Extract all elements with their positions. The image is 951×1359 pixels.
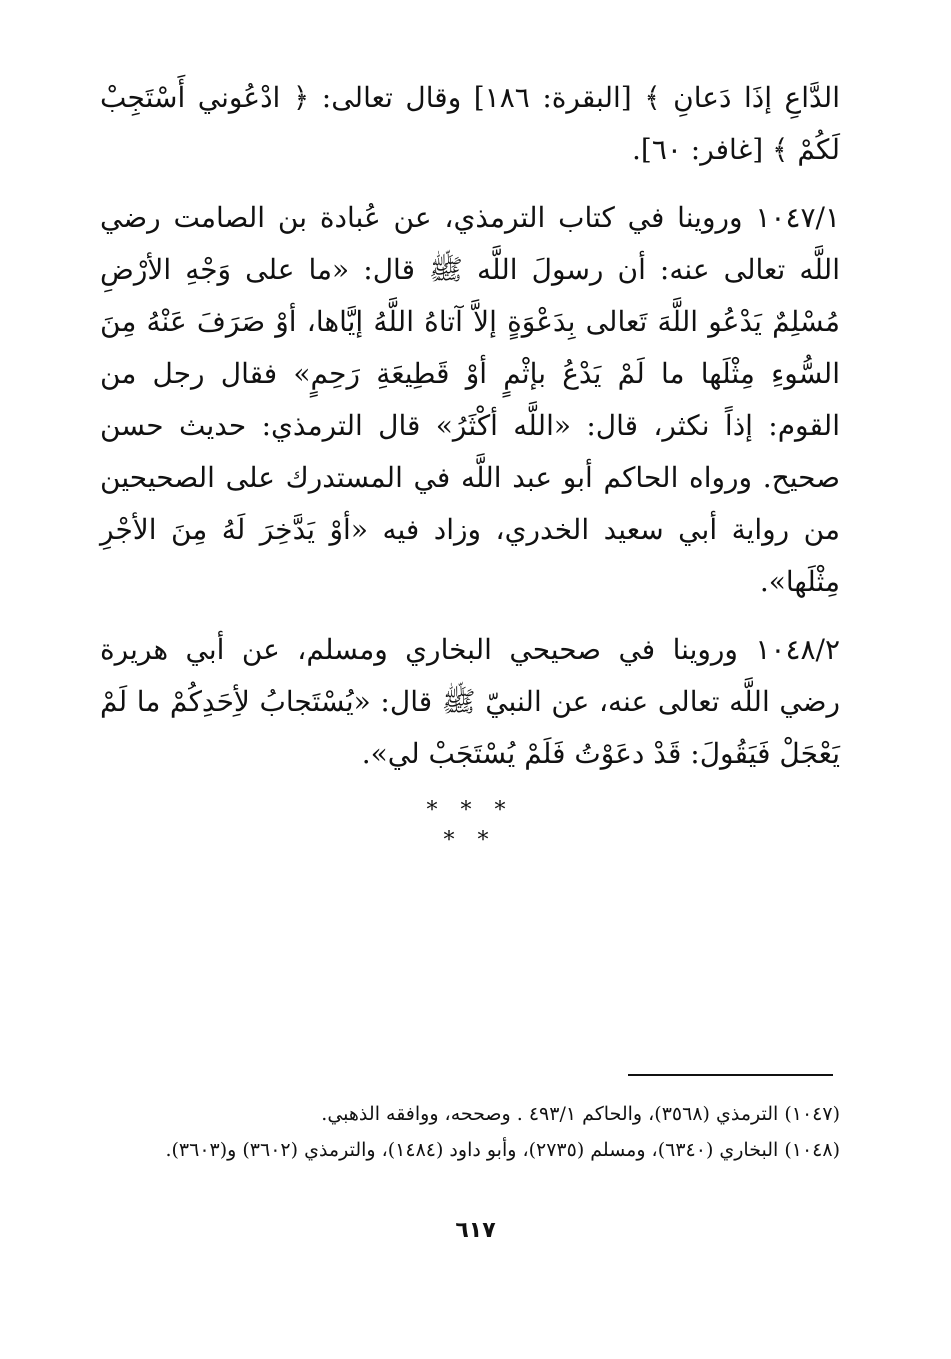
paragraph-quran-verse: الدَّاعِ إذَا دَعانِ ﴾ [البقرة: ١٨٦] وقال تعالى: ﴿ ادْعُوني أَسْتَجِبْ لَكُمْ ﴾ [غافر: ٦٠].: [100, 81, 840, 166]
footnote-divider: [628, 1074, 833, 1076]
paragraph-hadith-1048: ١٠٤٨/٢ وروينا في صحيحي البخاري ومسلم، عن أبي هريرة رضي اللَّه تعالى عنه، عن النبيّ ﷺ قال: «يُسْتَجابُ لأِحَدِكُمْ ما لَمْ يَعْجَلْ فَيَقُولَ: قَدْ دعَوْتُ فَلَمْ يُسْتَجَبْ لي».: [100, 633, 840, 770]
page-body: [100, 72, 840, 856]
footnote-1048: (١٠٤٨) البخاري (٦٣٤٠)، ومسلم (٢٧٣٥)، وأبو داود (١٤٨٤)، والترمذي (٣٦٠٢) و(٣٦٠٣).: [165, 1139, 840, 1161]
separator-stars-bottom: * *: [443, 828, 497, 853]
paragraph-hadith-1047: ١٠٤٧/١ وروينا في كتاب الترمذي، عن عُبادة بن الصامت رضي اللَّه تعالى عنه: أن رسولَ اللَّه ﷺ قال: «ما على وَجْهِ الأرْضِ مُسْلِمٌ يَدْعُو اللَّهَ تَعالى بِدَعْوَةٍ إلاَّ آتاهُ اللَّهُ إيَّاها، أوْ صَرَفَ عَنْهُ مِنَ السُّوءِ مِثْلَها ما لَمْ يَدْعُ بإثْمٍ أوْ قَطِيعَةِ رَحِمٍ» فقال رجل من القوم: إذاً نكثر، قال: «اللَّه أكْثَرُ» قال الترمذي: حديث حسن صحيح. ورواه الحاكم أبو عبد اللَّه في المستدرك على الصحيحين من رواية أبي سعيد الخدري، وزاد فيه «أوْ يَدَّخِرَ لَهُ مِنَ الأجْرِ مِثْلَها».: [100, 201, 840, 598]
page-number: ٦١٧: [455, 1218, 496, 1243]
section-separator: [100, 796, 840, 856]
separator-stars-top: * * *: [426, 798, 514, 823]
footnote-1047: (١٠٤٧) الترمذي (٣٥٦٨)، والحاكم ٤٩٣/١ . وصححه، ووافقه الذهبي.: [321, 1103, 840, 1125]
footnotes: [150, 1096, 840, 1168]
main-text: [100, 72, 840, 780]
